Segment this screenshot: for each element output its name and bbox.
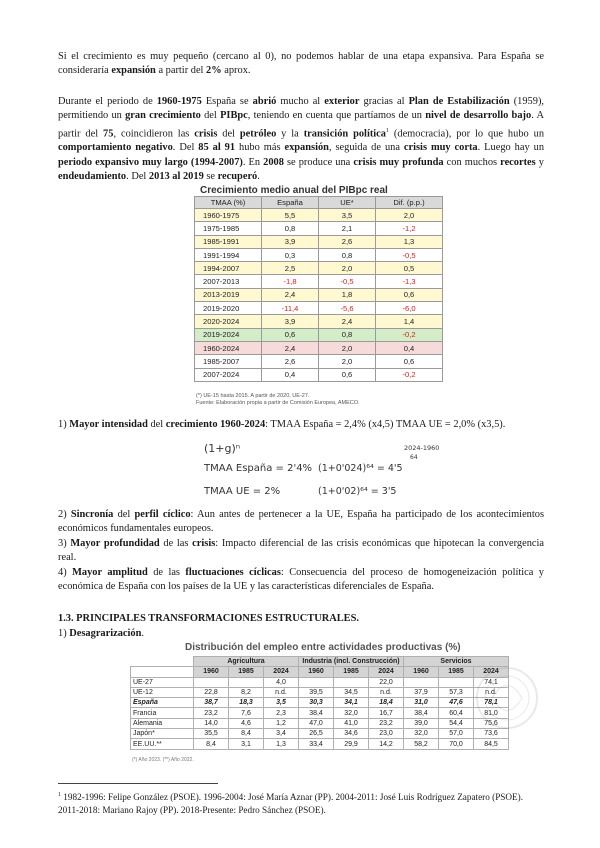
table-row [195, 355, 443, 368]
table-cell-period: 1994-2007 [195, 262, 262, 275]
table-cell-dif: 2,0 [376, 209, 443, 222]
value-cell: 23,2 [369, 718, 404, 728]
table-cell-ue: 1,8 [319, 288, 376, 301]
value-cell: 3,5 [264, 698, 299, 708]
value-cell [334, 677, 369, 687]
table-row [195, 248, 443, 261]
intro-paragraph [58, 50, 544, 79]
value-cell: 14,2 [369, 739, 404, 749]
table-cell-ue: 2,0 [319, 355, 376, 368]
table-row [195, 222, 443, 235]
table-cell-period: 2020-2024 [195, 315, 262, 328]
table-row [131, 687, 509, 697]
table-cell-ue: 0,8 [319, 248, 376, 261]
empty-header [131, 657, 194, 667]
value-cell: 29,9 [334, 739, 369, 749]
growth-table-title: Crecimiento medio anual del PIBpc real [200, 185, 388, 196]
table-cell-period: 1985-1991 [195, 235, 262, 248]
growth-table [194, 196, 443, 382]
table-row [131, 698, 509, 708]
table-cell-dif: 1,4 [376, 315, 443, 328]
value-cell: 31,0 [404, 698, 439, 708]
group-header: Servicios [404, 657, 509, 667]
text: aprox. [221, 65, 251, 77]
table-cell-ue: 3,5 [319, 209, 376, 222]
value-cell: 34,5 [334, 687, 369, 697]
footnote [58, 789, 528, 817]
footnote-text: 1982-1996: Felipe González (PSOE). 1996-2004: José María Aznar (PP). 2004-2011: José Luis Rodríguez Zapatero (PSOE). 2011-2018: Mariano Rajoy (PP). 2018-Presente: Pedro Sánchez (PSOE). [58, 792, 524, 815]
country-cell: España [131, 698, 194, 708]
table-cell-period: 2019-2020 [195, 302, 262, 315]
history-paragraph: Durante el periodo de 1960-1975 España se abrió mucho al exterior gracias al Plan de Estabilización (1959), permitiendo un gran crecimiento del PIBpc, teniendo en cuenta que partíamos de un nivel de desarrollo bajo. A partir del 75, coincidieron las crisis del petróleo y la transición política$^1$ (democracia), por lo que hubo un comportamiento negativo. Del 85 al 91 hubo más expansión, seguida de una crisis muy corta. Luego hay un periodo expansivo muy largo (1994-2007). En 2008 se produce una crisis muy profunda con muchos recortes y endeudamiento. Del 2013 al 2019 se recuperó. [58, 96, 545, 182]
footnote-number: 1 [58, 792, 61, 798]
year-header: 1960 [194, 667, 229, 677]
header-cell: TMAA (%) [195, 197, 262, 209]
table-cell-es: 0,6 [262, 328, 319, 341]
value-cell: 39,5 [299, 687, 334, 697]
bold-text: expansión [111, 65, 156, 77]
table-cell-es: 3,9 [262, 315, 319, 328]
employment-table-body [131, 677, 509, 749]
table-cell-period: 2013-2019 [195, 288, 262, 301]
note-line: (*) UE-15 hasta 2015. A partir de 2020, UE-27. [196, 393, 310, 399]
table-cell-es: -1,8 [262, 275, 319, 288]
value-cell: 33,4 [299, 739, 334, 749]
table-row [195, 262, 443, 275]
table-row [195, 328, 443, 341]
value-cell: 57,3 [439, 687, 474, 697]
header-cell: España [262, 197, 319, 209]
table-cell-es: 5,5 [262, 209, 319, 222]
exponent-text: 64 [410, 454, 418, 461]
tmaa-es-text: TMAA España = 2'4% [204, 463, 313, 474]
table-cell-period: 2007-2024 [195, 368, 262, 381]
value-cell: 78,1 [474, 698, 509, 708]
table-cell-dif: 0,6 [376, 355, 443, 368]
value-cell: 22,0 [369, 677, 404, 687]
table-cell-dif: -0,2 [376, 328, 443, 341]
table-cell-es: -11,4 [262, 302, 319, 315]
table-cell-dif: -0,2 [376, 368, 443, 381]
table-cell-ue: -0,5 [319, 275, 376, 288]
value-cell: 38,4 [404, 708, 439, 718]
country-cell: Francia [131, 708, 194, 718]
value-cell: 8,2 [229, 687, 264, 697]
value-cell: 18,4 [369, 698, 404, 708]
value-cell: 37,9 [404, 687, 439, 697]
year-header: 1985 [439, 667, 474, 677]
growth-table-body [195, 209, 443, 382]
value-cell [404, 677, 439, 687]
table-row [195, 235, 443, 248]
value-cell: 14,0 [194, 718, 229, 728]
value-cell: 39,0 [404, 718, 439, 728]
table-cell-ue: 2,0 [319, 262, 376, 275]
table-cell-es: 2,4 [262, 341, 319, 354]
subsection-1: 1) Desagrarización. [58, 628, 145, 639]
table-cell-dif: -6,0 [376, 302, 443, 315]
value-cell: 2,3 [264, 708, 299, 718]
value-cell: 73,6 [474, 729, 509, 739]
employment-table-note: (*) Año 2023. (**) Año 2022. [132, 757, 194, 763]
value-cell: 18,3 [229, 698, 264, 708]
table-cell-ue: 0,6 [319, 368, 376, 381]
table-cell-es: 0,4 [262, 368, 319, 381]
table-cell-period: 2007-2013 [195, 275, 262, 288]
table-row [195, 315, 443, 328]
table-cell-ue: 2,6 [319, 235, 376, 248]
empty-header [131, 667, 194, 677]
country-cell: Alemania [131, 718, 194, 728]
value-cell: 30,3 [299, 698, 334, 708]
table-row [131, 739, 509, 749]
value-cell: 7,6 [229, 708, 264, 718]
employment-table-title: Distribución del empleo entre actividades productivas (%) [185, 642, 461, 653]
value-cell: 35,5 [194, 729, 229, 739]
header-cell: UE* [319, 197, 376, 209]
text: a partir del [155, 65, 207, 77]
year-header-row [131, 667, 509, 677]
table-cell-es: 0,8 [262, 222, 319, 235]
value-cell [299, 677, 334, 687]
table-row [131, 729, 509, 739]
table-row [195, 368, 443, 381]
value-cell: 8,4 [229, 729, 264, 739]
table-row [195, 209, 443, 222]
table-cell-es: 2,4 [262, 288, 319, 301]
note-line: Fuente: Elaboración propia a partir de Comisión Europea, AMECO. [196, 400, 360, 406]
value-cell [194, 677, 229, 687]
value-cell: 4,0 [264, 677, 299, 687]
table-cell-es: 0,3 [262, 248, 319, 261]
point-4: 4) Mayor amplitud de las fluctuaciones cíclicas: Consecuencia del proceso de homogeneización política y económica de España con los países de la UE y las características diferenciales de España. [58, 567, 544, 593]
table-cell-dif: 0,6 [376, 288, 443, 301]
bold-text: 2% [206, 65, 222, 77]
value-cell: 3,4 [264, 729, 299, 739]
year-header: 2024 [369, 667, 404, 677]
year-header: 2024 [264, 667, 299, 677]
table-cell-ue: 2,1 [319, 222, 376, 235]
value-cell: 70,0 [439, 739, 474, 749]
value-cell: 23,0 [369, 729, 404, 739]
value-cell: n.d. [474, 687, 509, 697]
table-cell-dif: -1,3 [376, 275, 443, 288]
point-3: 3) Mayor profundidad de las crisis: Impacto diferencial de las crisis económicas que hipotecan la convergencia real. [58, 538, 544, 564]
table-cell-dif: 1,3 [376, 235, 443, 248]
value-cell [229, 677, 264, 687]
value-cell: 4,6 [229, 718, 264, 728]
year-header: 1985 [334, 667, 369, 677]
value-cell: 47,6 [439, 698, 474, 708]
table-cell-dif: 0,5 [376, 262, 443, 275]
value-cell: 16,7 [369, 708, 404, 718]
value-cell: 54,4 [439, 718, 474, 728]
section-heading: 1.3. PRINCIPALES TRANSFORMACIONES ESTRUCTURALES. [58, 613, 359, 624]
year-header: 1960 [404, 667, 439, 677]
calc-es-text: (1+0'024)⁶⁴ = 4'5 [318, 463, 403, 474]
table-cell-dif: 0,4 [376, 341, 443, 354]
employment-table [130, 656, 509, 750]
value-cell: 41,0 [334, 718, 369, 728]
value-cell: n.d. [369, 687, 404, 697]
value-cell: 34,6 [334, 729, 369, 739]
value-cell: 57,0 [439, 729, 474, 739]
country-cell: EE.UU.** [131, 739, 194, 749]
table-cell-period: 1975-1985 [195, 222, 262, 235]
value-cell: 32,0 [334, 708, 369, 718]
year-header: 1960 [299, 667, 334, 677]
handwritten-calculation [200, 438, 510, 502]
value-cell: 23,2 [194, 708, 229, 718]
year-header: 2024 [474, 667, 509, 677]
value-cell: 84,5 [474, 739, 509, 749]
value-cell: 58,2 [404, 739, 439, 749]
value-cell: 22,8 [194, 687, 229, 697]
table-cell-ue: 0,8 [319, 328, 376, 341]
table-cell-es: 2,5 [262, 262, 319, 275]
table-row [131, 708, 509, 718]
formula-text: (1+g)ⁿ [204, 442, 241, 455]
value-cell: 1,3 [264, 739, 299, 749]
footnote-divider [58, 783, 218, 784]
table-cell-es: 3,9 [262, 235, 319, 248]
watermark-logo-icon [472, 658, 542, 738]
value-cell: 47,0 [299, 718, 334, 728]
table-row [195, 341, 443, 354]
group-header-row [131, 657, 509, 667]
table-cell-es: 2,6 [262, 355, 319, 368]
value-cell: 8,4 [194, 739, 229, 749]
value-cell: 38,7 [194, 698, 229, 708]
group-header: Agricultura [194, 657, 299, 667]
table-cell-period: 2019-2024 [195, 328, 262, 341]
footnote-ref[interactable]: 1 [386, 127, 389, 134]
value-cell: 60,4 [439, 708, 474, 718]
country-cell: Japón* [131, 729, 194, 739]
table-row [131, 718, 509, 728]
value-cell: 34,1 [334, 698, 369, 708]
year-header: 1985 [229, 667, 264, 677]
growth-table-note [196, 393, 360, 407]
table-cell-ue: 2,4 [319, 315, 376, 328]
table-row [131, 677, 509, 687]
header-cell: Dif. (p.p.) [376, 197, 443, 209]
table-cell-period: 1985-2007 [195, 355, 262, 368]
table-cell-period: 1960-2024 [195, 341, 262, 354]
year-diff-text: 2024-1960 [404, 444, 440, 452]
value-cell: 74,1 [474, 677, 509, 687]
table-cell-dif: -0,5 [376, 248, 443, 261]
tmaa-ue-text: TMAA UE = 2% [204, 486, 281, 497]
country-cell: UE-12 [131, 687, 194, 697]
table-cell-ue: -5,6 [319, 302, 376, 315]
value-cell: 3,1 [229, 739, 264, 749]
group-header: Industria (incl. Construcción) [299, 657, 404, 667]
value-cell: n.d. [264, 687, 299, 697]
value-cell: 75,6 [474, 718, 509, 728]
table-row [195, 275, 443, 288]
value-cell [439, 677, 474, 687]
country-cell: UE-27 [131, 677, 194, 687]
value-cell: 26,5 [299, 729, 334, 739]
table-cell-period: 1960-1975 [195, 209, 262, 222]
text: Si el crecimiento es muy pequeño (cercano al 0), no podemos hablar de una etapa expansiva. Para España se consideraría [58, 51, 544, 77]
handwriting-drawing [200, 438, 510, 502]
value-cell: 1,2 [264, 718, 299, 728]
point-2: 2) Sincronía del perfil cíclico: Aun antes de pertenecer a la UE, España ha participado de los acontecimientos económicos fundamentales europeos. [58, 509, 544, 535]
value-cell: 38,4 [299, 708, 334, 718]
table-row [195, 288, 443, 301]
value-cell: 81,0 [474, 708, 509, 718]
value-cell: 32,0 [404, 729, 439, 739]
table-cell-dif: -1,2 [376, 222, 443, 235]
table-cell-ue: 2,0 [319, 341, 376, 354]
table-row [195, 302, 443, 315]
point-1: 1) Mayor intensidad del crecimiento 1960-2024: TMAA España = 2,4% (x4,5) TMAA UE = 2,0% (x3,5). [58, 419, 506, 430]
table-header-row [195, 197, 443, 209]
table-cell-period: 1991-1994 [195, 248, 262, 261]
calc-ue-text: (1+0'02)⁶⁴ = 3'5 [318, 486, 397, 497]
